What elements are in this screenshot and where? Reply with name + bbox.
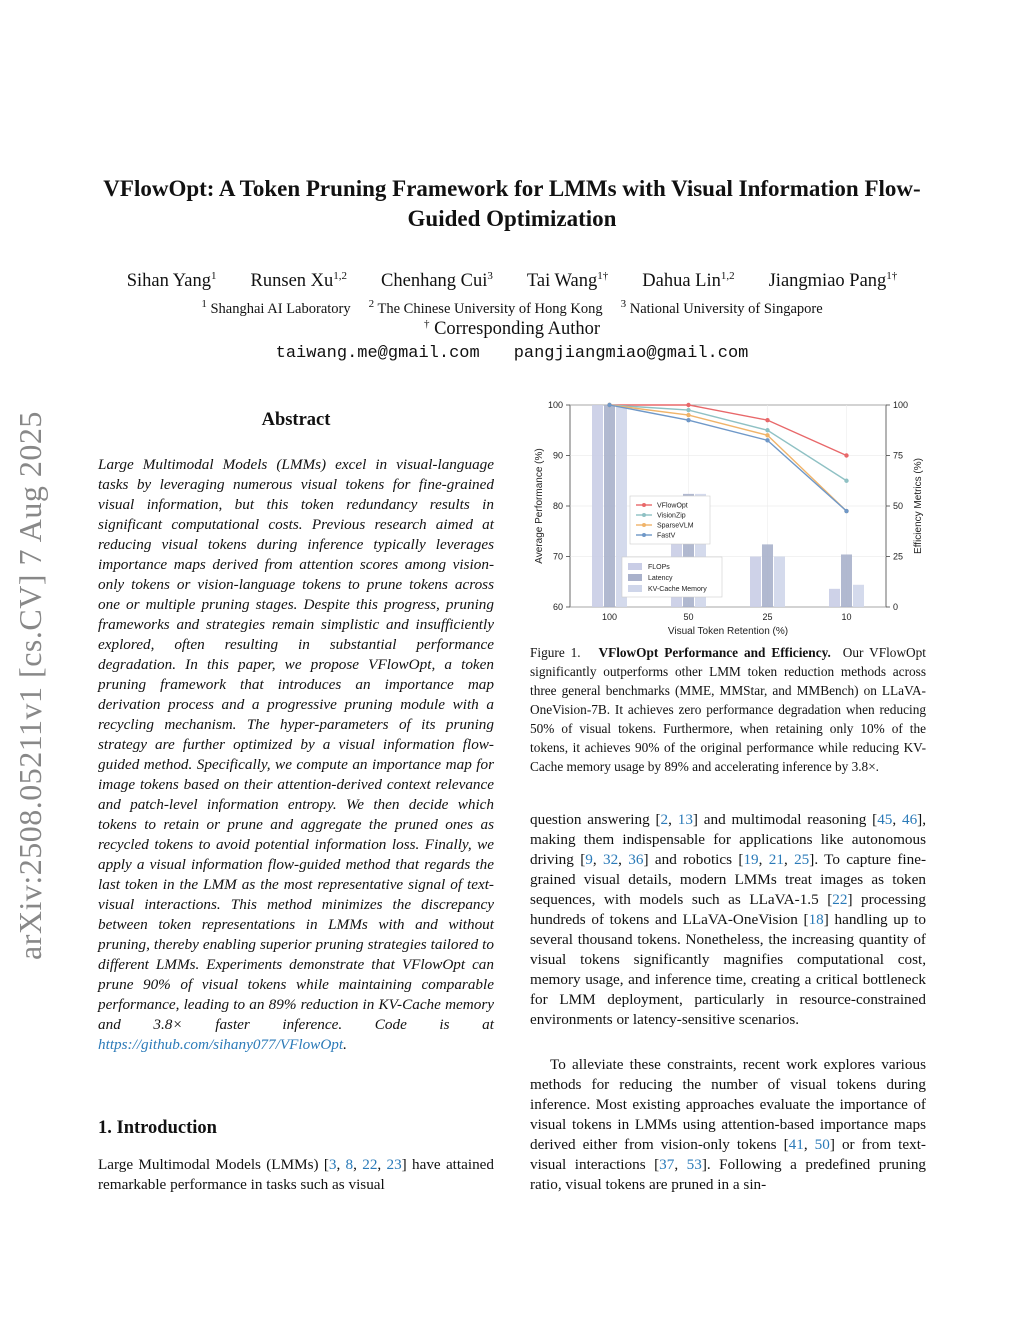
point-vflowopt — [844, 453, 848, 457]
legend-bar-label: FLOPs — [648, 564, 670, 571]
email-list — [80, 344, 944, 363]
legend-line-marker — [642, 523, 646, 527]
bar-flops — [592, 405, 603, 607]
corresponding-author-note: † Corresponding Author — [423, 318, 601, 340]
legend-line-label: SparseVLM — [657, 522, 694, 530]
citation-link[interactable]: 21 — [768, 851, 784, 868]
legend-line-label: VFlowOpt — [657, 502, 688, 510]
citation-link[interactable]: 50 — [814, 1136, 830, 1153]
point-vflowopt — [686, 403, 690, 407]
legend-line-marker — [642, 533, 646, 537]
intro-paragraph: To alleviate these constraints, recent work explores various methods for reducing the number of visual tokens during inference. Most existing approaches evaluate the importance of visual tokens in LMMs using attention-based importance maps derived either from vision-only tokens [41, 50] or from text-visual interactions [37, 53]. Following a predefined pruning ratio, visual tokens are pruned in a sin- — [530, 1056, 927, 1193]
email[interactable]: taiwang.me@gmail.com — [275, 344, 480, 363]
point-sparsevlm — [686, 413, 690, 417]
point-visionzip — [686, 408, 690, 412]
x-tick-label: 10 — [841, 612, 852, 622]
legend-bar-label: KV-Cache Memory — [648, 586, 707, 593]
y2-tick-label: 25 — [893, 551, 904, 562]
citation-link[interactable]: 32 — [602, 851, 619, 868]
point-fastv — [765, 438, 769, 442]
citation-link[interactable]: 18 — [808, 911, 824, 928]
point-fastv — [686, 418, 690, 422]
citation-link[interactable]: 13 — [677, 811, 693, 828]
citation-link[interactable]: 3 — [328, 1156, 337, 1173]
abstract-text: Large Multimodal Models (LMMs) excel in visual-language tasks by leveraging numerous visual tokens for fine-grained visual information, but this token redundancy results in significant computational costs. Previous research aimed at reducing visual tokens during inference typically leverages importance maps derived from attention scores among vision-only tokens or vision-language tokens to prune tokens across one or multiple pruning stages. Despite this progress, pruning frameworks and strategies remain simplistic and insufficiently explored, often resulting in substantial performance degradation. In this paper, we propose VFlowOpt, a token pruning framework that introduces an importance map derivation process and a progressive pruning module with a recycling mechanism. The hyper-parameters of its pruning strategy are further optimized by a visual information flow-guided method. Specifically, we compute an importance map for image tokens based on their attention-derived context relevance and patch-level information entropy. We then decide which tokens to retain or prune and aggregate the pruned ones as recycled tokens to avoid potential information loss. Finally, we apply a visual information flow-guided method that regards the last token in the LMM as the most representative signal of text-visual interactions. This method minimizes the discrepancy between token representations in LMMs with and without pruning, thereby enabling superior pruning strategies tailored to different LMMs. Experiments demonstrate that VFlowOpt can prune 90% of visual tokens while maintaining comparable performance, leading to an 89% reduction in KV-Cache memory and 3.8× faster inference. Code is at https://github.com/sihany077/VFlowOpt. — [98, 456, 494, 1053]
legend-line-label: VisionZip — [657, 512, 686, 520]
citation-link[interactable]: 23 — [386, 1156, 402, 1173]
bar-kv-cache-memory — [774, 557, 785, 608]
figure-1-chart — [530, 393, 930, 638]
x-tick-label: 100 — [601, 612, 618, 622]
point-fastv — [844, 509, 848, 513]
citation-link[interactable]: 22 — [362, 1156, 378, 1173]
y-tick-label: 90 — [552, 450, 563, 461]
arxiv-stamp: arXiv:2508.05211v1 [cs.CV] 7 Aug 2025 — [12, 411, 48, 960]
figure-label: Figure 1. — [530, 645, 581, 660]
bar-latency — [841, 554, 852, 607]
y-tick-label: 60 — [552, 602, 563, 612]
y2-tick-label: 100 — [893, 400, 909, 410]
author: Dahua Lin$^{1,2}$ — [642, 270, 735, 292]
abstract-heading: Abstract — [261, 410, 331, 430]
citation-link[interactable]: 9 — [585, 851, 593, 868]
y2-tick-label: 0 — [893, 602, 899, 612]
citation-link[interactable]: 2 — [660, 811, 669, 828]
citation-link[interactable]: 37 — [659, 1156, 675, 1173]
point-visionzip — [844, 479, 848, 483]
point-vflowopt — [765, 418, 769, 422]
paper-title: VFlowOpt: A Token Pruning Framework for LMMs with Visual Information Flow-Guided Optimization — [103, 176, 921, 231]
line-visionzip — [610, 405, 847, 481]
y-tick-label: 100 — [547, 400, 563, 410]
author: Runsen Xu$^{1,2}$ — [250, 270, 348, 292]
legend-bar-swatch — [628, 574, 642, 581]
x-tick-label: 25 — [762, 612, 773, 622]
line-legend — [630, 496, 710, 544]
intro-paragraph: question answering [2, 13] and multimodal reasoning [45, 46], making them indispensable for applications like autonomous driving [9, 32, 36] and robotics [19, 21, 25]. To capture fine-grained visual details, modern LMMs treat images as token sequences, with models such as LLaVA-1.5 [22] processing hundreds of tokens and LLaVA-OneVision [18] handling up to several thousand tokens. Nonetheless, the increasing quantity of visual tokens significantly magnifies computational cost, memory usage, and inference time, creating a critical bottleneck for LMM deployment, particularly in resource-constrained environments or latency-sensitive scenarios. — [530, 811, 927, 1028]
author: Jiangmiao Pang$^{1\dagger}$ — [768, 270, 898, 292]
citation-link[interactable]: 19 — [743, 851, 759, 868]
affiliation: $^1$ Shanghai AI Laboratory — [201, 298, 351, 317]
affiliation-list — [80, 298, 944, 318]
y-tick-label: 70 — [552, 551, 563, 562]
legend-bar-swatch — [628, 563, 642, 570]
code-link[interactable]: https://github.com/sihany077/VFlowOpt — [98, 1036, 344, 1053]
bar-flops — [829, 589, 840, 607]
citation-link[interactable]: 36 — [628, 851, 644, 868]
legend-line-label: FastV — [657, 532, 676, 540]
bar-latency — [762, 544, 773, 607]
author-list — [80, 270, 944, 292]
figure-1-caption: Figure 1. VFlowOpt Performance and Efficiency. Our VFlowOpt significantly outperforms other LMM token reduction methods across three general benchmarks (MME, MMStar, and MMBench) on LLaVA-OneVision-7B. It achieves zero performance degradation when reducing 50% of visual tokens. Furthermore, when retaining only 10% of the tokens, it achieves 90% of the original performance while reducing KV-Cache memory usage by 89% and accelerating inference by 3.8×. — [530, 645, 927, 774]
bar-flops — [750, 557, 761, 608]
point-fastv — [607, 403, 611, 407]
y2-tick-label: 75 — [893, 450, 904, 461]
bar-legend — [622, 557, 722, 597]
y-tick-label: 80 — [552, 501, 563, 511]
bar-kv-cache-memory — [853, 585, 864, 607]
citation-link[interactable]: 46 — [901, 811, 918, 828]
citation-link[interactable]: 41 — [788, 1136, 804, 1153]
x-axis-label: Visual Token Retention (%) — [667, 626, 789, 637]
point-sparsevlm — [765, 433, 769, 437]
citation-link[interactable]: 45 — [877, 811, 893, 828]
affiliation: $^3$ National University of Singapore — [620, 298, 823, 317]
author: Chenhang Cui$^3$ — [381, 270, 493, 292]
legend-bar-label: Latency — [648, 575, 673, 582]
citation-link[interactable]: 8 — [345, 1156, 354, 1173]
intro-paragraph: Large Multimodal Models (LMMs) [3, 8, 22, 23] have attained remarkable performance in tasks such as visual — [98, 1156, 495, 1193]
section-heading-introduction: 1. Introduction — [98, 1118, 217, 1138]
citation-link[interactable]: 25 — [794, 851, 810, 868]
citation-link[interactable]: 53 — [686, 1156, 702, 1173]
y2-tick-label: 50 — [893, 501, 904, 511]
y2-axis-label: Efficiency Metrics (%) — [913, 458, 924, 554]
x-tick-label: 50 — [683, 612, 694, 622]
author: Tai Wang$^{1\dagger}$ — [526, 270, 609, 292]
author: Sihan Yang$^1$ — [126, 270, 217, 292]
point-visionzip — [765, 428, 769, 432]
y-axis-label: Average Performance (%) — [534, 448, 545, 564]
bar-latency — [604, 405, 615, 607]
figure-title: VFlowOpt Performance and Efficiency. — [598, 645, 831, 660]
legend-line-marker — [642, 503, 646, 507]
citation-link[interactable]: 22 — [832, 891, 848, 908]
affiliation: $^2$ The Chinese University of Hong Kong — [368, 298, 603, 317]
email[interactable]: pangjiangmiao@gmail.com — [513, 344, 749, 363]
legend-line-marker — [642, 513, 646, 517]
legend-bar-swatch — [628, 585, 642, 592]
